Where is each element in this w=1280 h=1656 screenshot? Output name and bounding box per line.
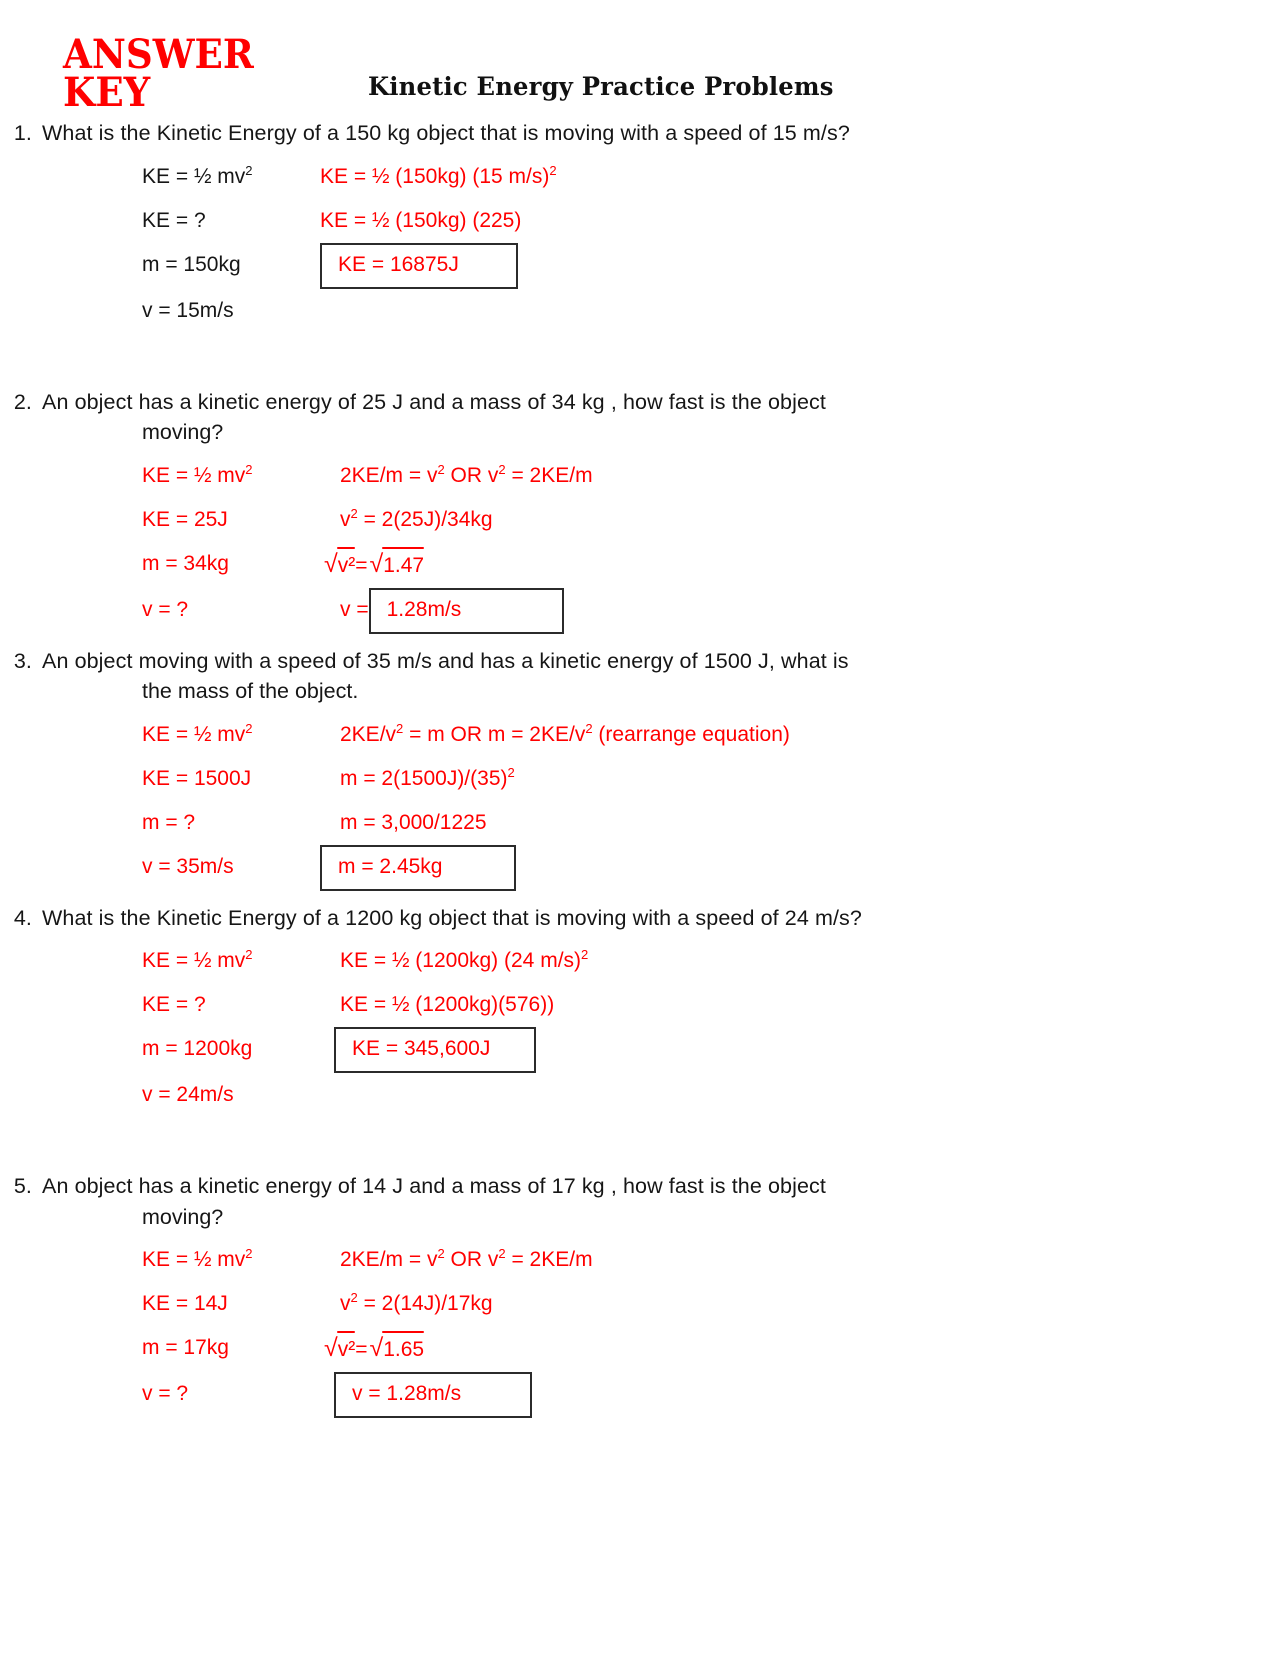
problem-5-radicand-right: 1.65 [383,1328,424,1372]
problem-1-answer-box: KE = 16875J [320,243,518,289]
page-header [0,0,1280,118]
problem-4-work [0,939,1280,1117]
sqrt-icon: √v² [322,542,355,588]
work-row [0,289,1280,333]
problem-1-work-2: KE = ½ (150kg) (225) [320,208,522,232]
problem-3-work-1: $2KE/v^2 = m$ OR $m = 2KE/v^2$ (rearrange equation) [340,720,790,746]
problem-1-question-text: What is the Kinetic Energy of a 150 kg object that is moving with a speed of 15 m/s? [42,121,850,145]
problem-1-given-4: v = 15m/s [142,298,234,322]
problem-4-answer-cell [320,1027,1280,1073]
problem-2-radicand-left: v² [338,544,356,588]
problem-2-work-2: $v^2 = 2(25J)/34kg$ [340,505,493,531]
problem-1-given-2: KE = ? [142,208,206,232]
work-row [0,801,1280,845]
problem-2-question-cont: moving? [142,420,224,445]
problem-5-question-line [0,1171,1280,1202]
problem-3-question-line [0,646,1280,677]
sqrt-icon: √v² [322,1326,355,1372]
equals-sign: = [355,553,368,577]
problem-5-given-4: v = ? [142,1382,189,1406]
problem-4-work-2: KE = ½ (1200kg)(576)) [340,993,555,1017]
problem-5-given-2: KE = 14J [142,1292,228,1316]
answer-key-line-1: ANSWER [63,31,254,78]
problem-2-question-line [0,387,1280,418]
problem-2-answer-cell [320,588,1280,634]
problem-2-answer-box: 1.28m/s [369,588,564,634]
problem-3-answer-box: m = 2.45kg [320,845,516,891]
problem-4-given-2: KE = ? [142,993,206,1017]
section-spacer [0,634,1280,646]
section-spacer [0,891,1280,903]
page-title: Kinetic Energy Practice Problems [368,72,834,101]
problem-2-answer-prefix: v = [340,597,369,621]
problem-3-answer-cell [320,845,1280,891]
problem-5-work [0,1238,1280,1418]
work-row [0,983,1280,1027]
problem-2-work-3 [320,542,1280,588]
problem-2-work-1: $2KE/m = v^2$ OR $v^2 = 2KE/m$ [340,461,593,487]
problem-5-question-text: An object has a kinetic energy of 14 J and a mass of 17 kg , how fast is the object [42,1174,826,1199]
sqrt-icon: √1.65 [368,1326,425,1372]
problem-1 [0,118,1280,333]
work-row [0,155,1280,199]
work-row [0,588,1280,634]
problem-4-work-1: KE = ½ (1200kg) (24 m/s)$^2$ [340,947,589,973]
problem-3-given-1: KE = ½ $mv^2$ [142,720,253,746]
problem-4-answer-box: KE = 345,600J [334,1027,536,1073]
work-row [0,542,1280,588]
problem-4-given-1: KE = ½ $mv^2$ [142,947,253,973]
work-row [0,454,1280,498]
problem-2-given-1: KE = ½ $mv^2$ [142,461,253,487]
problem-1-work [0,155,1280,333]
problem-5-work-1: $2KE/m = v^2$ OR $v^2 = 2KE/m$ [340,1246,593,1272]
problem-4-question-text: What is the Kinetic Energy of a 1200 kg object that is moving with a speed of 24 m/s? [42,905,862,930]
problem-5-question-cont: moving? [142,1204,224,1229]
problem-5-given-3: m = 17kg [142,1336,229,1360]
problem-2-work [0,454,1280,634]
problem-2-given-2: KE = 25J [142,507,228,531]
problem-1-given-1: KE = ½ $mv^2$ [142,162,253,188]
problem-1-answer-cell [320,243,1280,289]
work-row [0,1027,1280,1073]
problem-4-given-3: m = 1200kg [142,1037,253,1061]
problem-3-question-text: An object moving with a speed of 35 m/s and has a kinetic energy of 1500 J, what is [42,648,849,673]
problem-4-question-line [0,903,1280,934]
problem-5-radicand-left: v² [338,1328,356,1372]
problem-2-given-3: m = 34kg [142,551,229,575]
problem-3-work [0,713,1280,891]
problem-2-number: 2. [13,389,32,414]
work-row [0,1282,1280,1326]
answer-key-stamp [63,31,305,116]
problem-1-given-3: m = 150kg [142,252,241,276]
work-row [0,1238,1280,1282]
problem-4-given-4: v = 24m/s [142,1083,234,1107]
problem-5-number: 5. [13,1174,32,1199]
sqrt-icon: √1.47 [368,542,425,588]
problem-3-number: 3. [13,648,32,673]
problem-3 [0,646,1280,891]
problem-5 [0,1171,1280,1418]
work-row [0,939,1280,983]
equals-sign: = [355,1338,368,1362]
problem-4 [0,903,1280,1118]
answer-key-line-2: KEY [63,69,151,116]
problem-1-question-line [0,118,1280,149]
problem-1-work-1: KE = ½ (150kg) (15 m/s)$^2$ [320,162,557,188]
problem-3-work-3: m = 3,000/1225 [340,810,487,834]
problem-5-answer-box: v = 1.28m/s [334,1372,532,1418]
problem-3-given-3: m = ? [142,810,196,834]
problem-3-given-4: v = 35m/s [142,854,234,878]
problem-2-radicand-right: 1.47 [383,544,424,588]
problem-5-given-1: KE = ½ $mv^2$ [142,1246,253,1272]
problem-2 [0,387,1280,634]
work-row [0,498,1280,542]
problem-5-work-3 [320,1326,1280,1372]
problem-3-given-2: KE = 1500J [142,766,252,790]
problem-3-work-2: $m = 2(1500J)/(35)^2$ [340,764,515,790]
problem-3-question-cont: the mass of the object. [142,679,359,704]
work-row [0,199,1280,243]
work-row [0,1326,1280,1372]
work-row [0,713,1280,757]
work-row [0,243,1280,289]
problem-2-question-text: An object has a kinetic energy of 25 J and a mass of 34 kg , how fast is the object [42,389,826,414]
work-row [0,757,1280,801]
work-row [0,1372,1280,1418]
work-row [0,845,1280,891]
problem-2-given-4: v = ? [142,597,189,621]
work-row [0,1073,1280,1117]
section-spacer [0,1117,1280,1171]
problem-1-number: 1. [13,121,32,145]
problem-5-work-2: $v^2 = 2(14J)/17kg$ [340,1290,493,1316]
problem-5-answer-cell [320,1372,1280,1418]
section-spacer [0,333,1280,387]
problem-4-number: 4. [13,905,32,930]
